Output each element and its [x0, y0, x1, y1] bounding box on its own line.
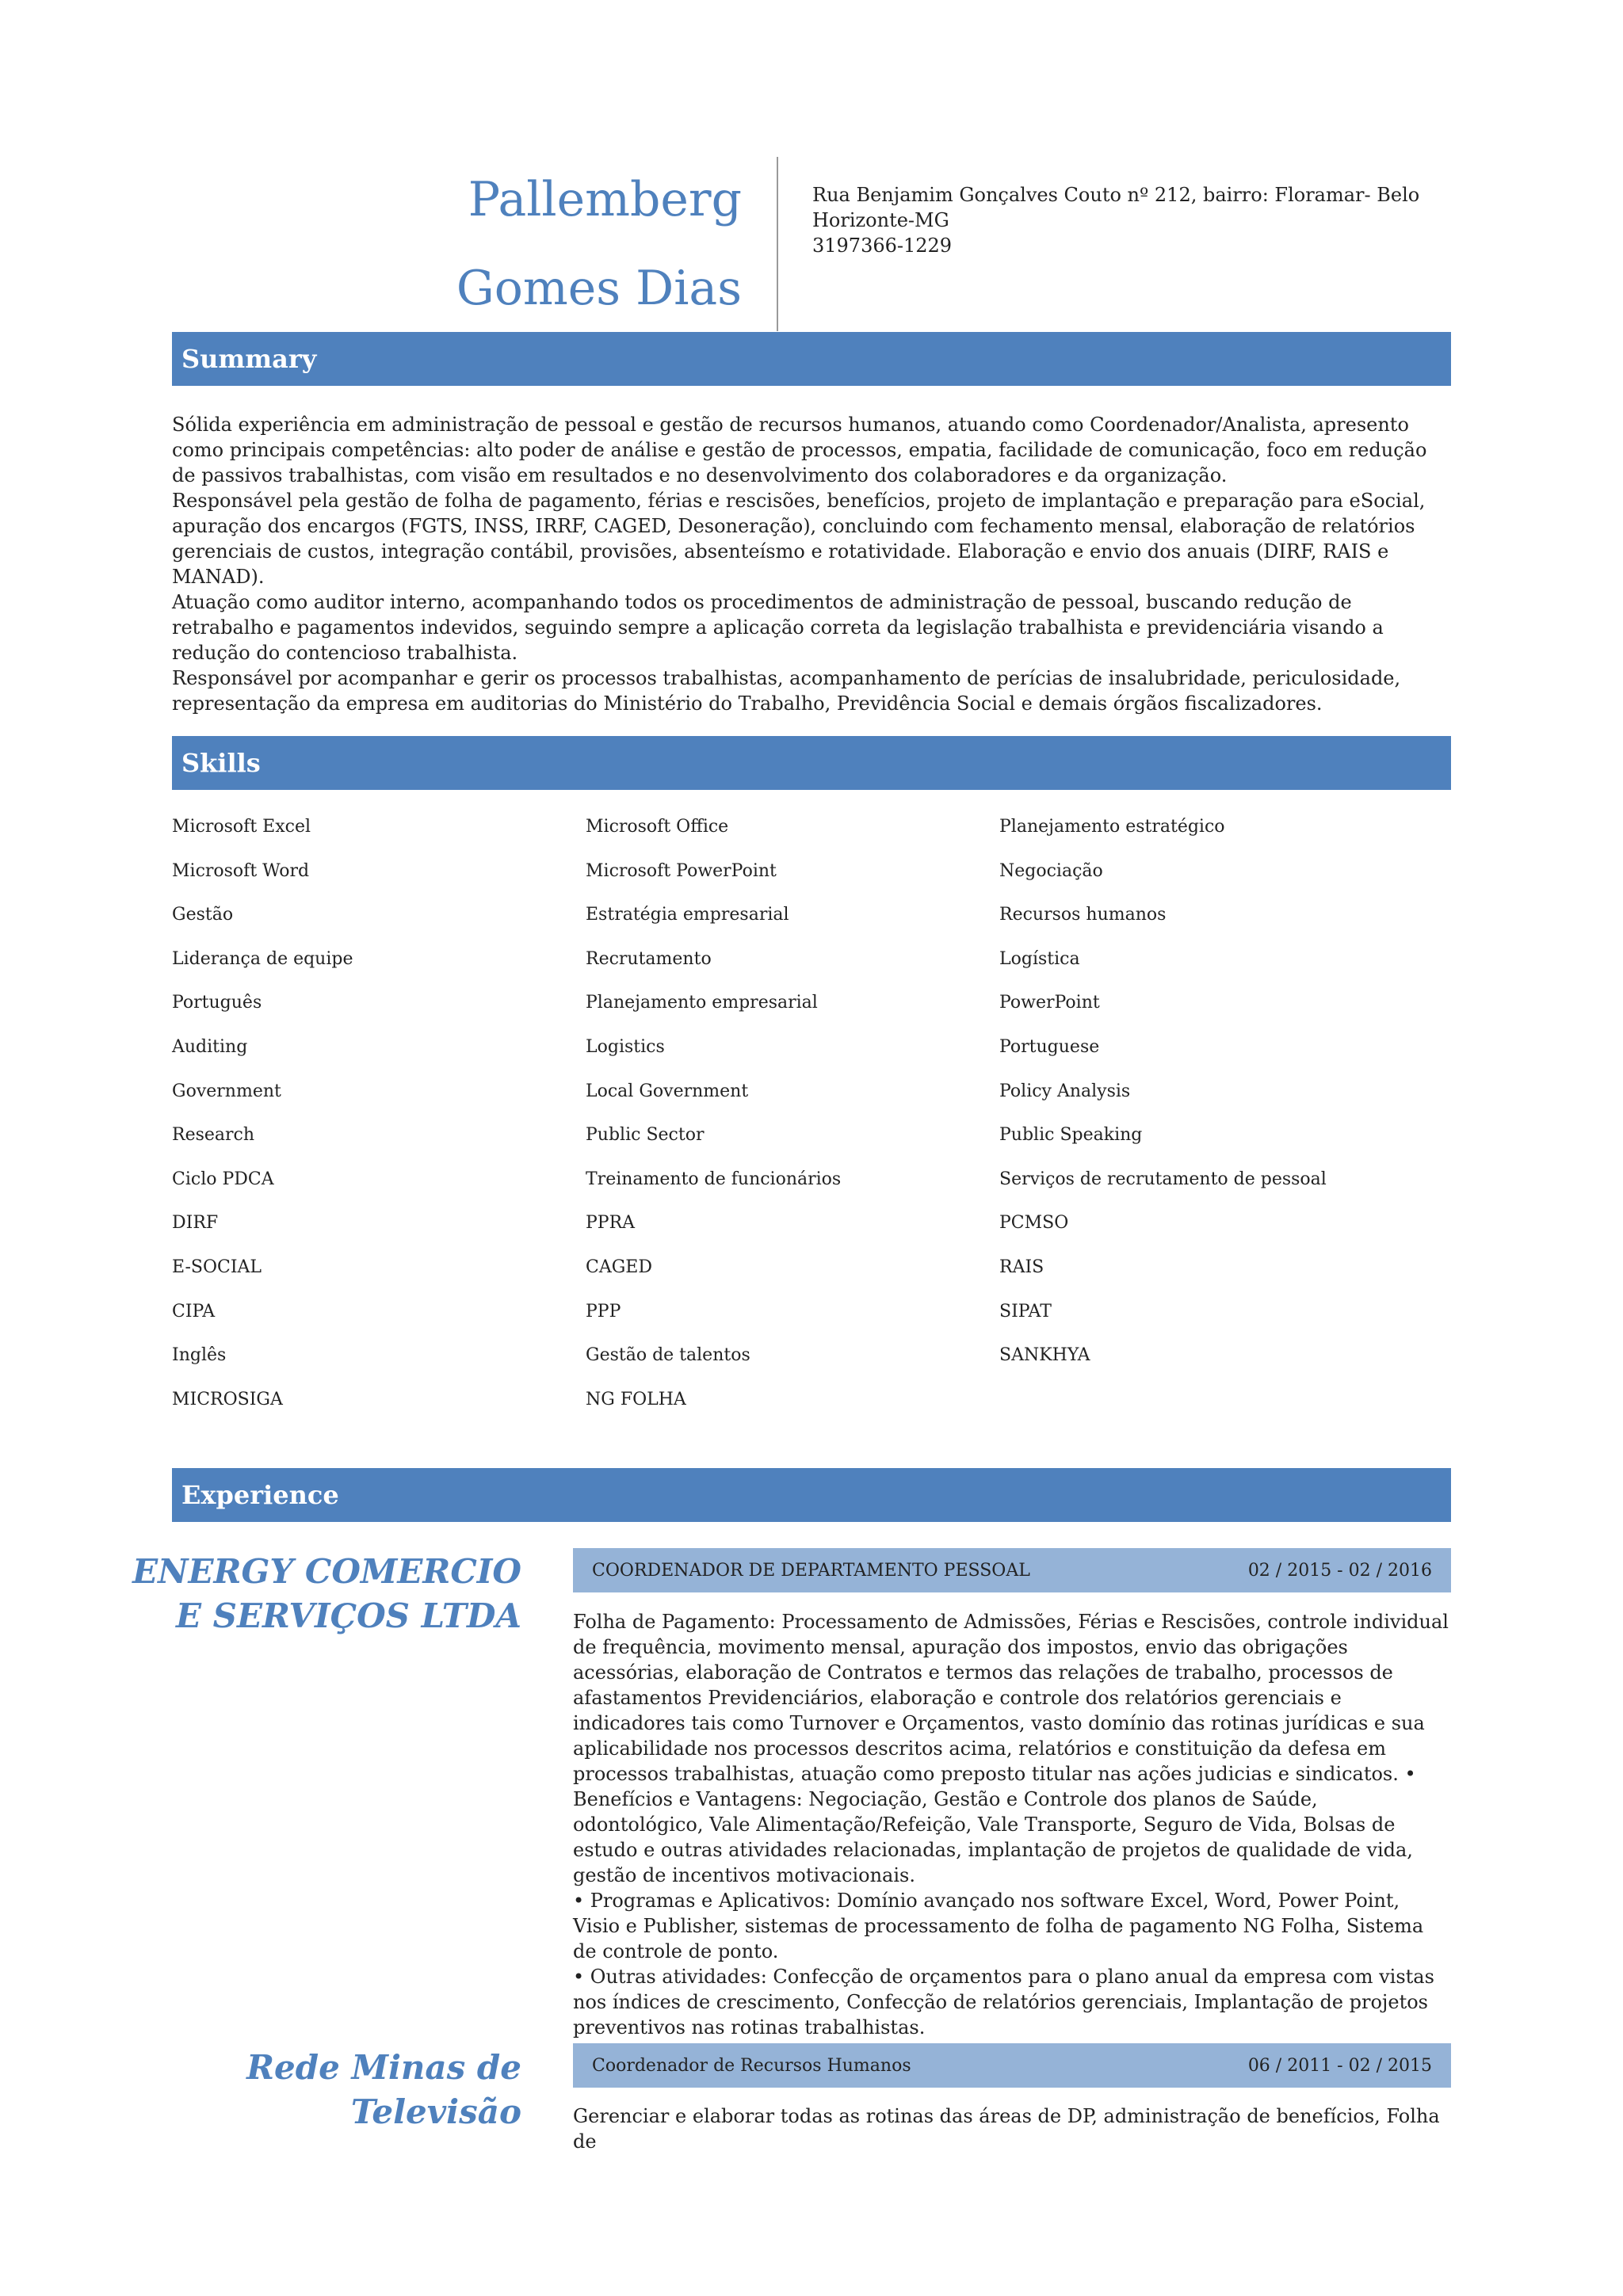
summary-paragraph: Atuação como auditor interno, acompanhando todos os procedimentos de administração de pessoal, buscando redução de retrabalho e pagamentos indevidos, seguindo sempre a aplicação correta da legislação trabalhista e previdenciária visando a redução do contencioso trabalhista.	[172, 591, 1384, 664]
summary-text	[172, 412, 1451, 716]
company-name	[246, 2046, 521, 2134]
job-dates: 06 / 2011 - 02 / 2015	[1247, 2055, 1432, 2076]
skill-item: CIPA	[172, 1302, 216, 1322]
skill-item: PPRA	[586, 1213, 636, 1233]
job-role: COORDENADOR DE DEPARTAMENTO PESSOAL	[592, 1560, 1030, 1581]
skill-item: Ciclo PDCA	[172, 1169, 274, 1189]
address-line-1: Rua Benjamim Gonçalves Couto nº 212, bairro: Floramar- Belo	[812, 184, 1420, 206]
skills-heading: Skills	[172, 736, 1451, 790]
skill-item: Recrutamento	[586, 949, 712, 969]
job-paragraph: • Programas e Aplicativos: Domínio avançado nos software Excel, Word, Power Point, Visio e Publisher, sistemas de processamento de folha de pagamento NG Folha, Sistema de controle de ponto.	[573, 1890, 1424, 1962]
skill-item: Serviços de recrutamento de pessoal	[999, 1169, 1327, 1189]
skill-item: Recursos humanos	[999, 905, 1167, 925]
summary-paragraph: Responsável pela gestão de folha de pagamento, férias e rescisões, benefícios, projeto de implantação e preparação para eSocial, apuração dos encargos (FGTS, INSS, IRRF, CAGED, Desoneração), concluindo com fechamento mensal, elaboração de relatórios gerenciais de custos, integração contábil, provisões, absenteísmo e rotatividade. Elaboração e envio dos anuais (DIRF, RAIS e MANAD).	[172, 490, 1426, 588]
job-role: Coordenador de Recursos Humanos	[592, 2055, 911, 2076]
job-paragraph: • Outras atividades: Confecção de orçamentos para o plano anual da empresa com vistas nos índices de crescimento, Confecção de relatórios gerenciais, Implantação de projetos preventivos nas rotinas trabalhistas.	[573, 1966, 1434, 2039]
job-dates: 02 / 2015 - 02 / 2016	[1247, 1560, 1432, 1581]
summary-paragraph: Responsável por acompanhar e gerir os processos trabalhistas, acompanhamento de perícias de insalubridade, periculosidade, representação da empresa em auditorias do Ministério do Trabalho, Previdência Social e demais órgãos fiscalizadores.	[172, 667, 1401, 715]
skill-item: Planejamento estratégico	[999, 817, 1225, 837]
header-divider	[777, 157, 778, 331]
skill-item: Microsoft Office	[586, 817, 729, 837]
skill-item: Gestão de talentos	[586, 1345, 750, 1365]
skill-item: Auditing	[172, 1037, 248, 1057]
experience-heading: Experience	[172, 1468, 1451, 1522]
skill-item: Microsoft Word	[172, 861, 310, 881]
skill-item: Treinamento de funcionários	[586, 1169, 842, 1189]
skill-item: Policy Analysis	[999, 1081, 1131, 1101]
skill-item: Planejamento empresarial	[586, 993, 818, 1013]
skill-item: Microsoft PowerPoint	[586, 861, 777, 881]
job-paragraph: Folha de Pagamento: Processamento de Admissões, Férias e Rescisões, controle individual de frequência, movimento mensal, apuração dos impostos, envio das obrigações acessórias, elaboração de Contratos e termos das relações de trabalho, processos de afastamentos Previdenciários, elaboração e controle dos relatórios gerenciais e indicadores tais como Turnover e Orçamentos, vasto domínio das rotinas jurídicas e sua aplicabilidade nos processos descritos acima, relatórios e constituição da defesa em processos trabalhistas, atuação como preposto titular nas ações judicias e sindicatos. • Benefícios e Vantagens: Negociação, Gestão e Controle dos planos de Saúde, odontológico, Vale Alimentação/Refeição, Vale Transporte, Seguro de Vida, Bolsas de estudo e outras atividades relacionadas, implantação de projetos de qualidade de vida, gestão de incentivos motivacionais.	[573, 1611, 1449, 1886]
first-name: Pallemberg	[468, 172, 742, 227]
skill-item: Logistics	[586, 1037, 665, 1057]
skill-item: SIPAT	[999, 1302, 1052, 1322]
skill-item: Microsoft Excel	[172, 817, 311, 837]
skill-item: Liderança de equipe	[172, 949, 353, 969]
company-name-line: E SERVIÇOS LTDA	[176, 1596, 521, 1635]
company-name-line: Televisão	[350, 2092, 521, 2131]
skill-item: Português	[172, 993, 262, 1013]
last-name: Gomes Dias	[456, 261, 742, 316]
job-description	[573, 2103, 1451, 2154]
skill-item: PCMSO	[999, 1213, 1069, 1233]
skill-item: Negociação	[999, 861, 1103, 881]
skill-item: MICROSIGA	[172, 1390, 283, 1409]
contact-info	[812, 182, 1420, 258]
job-title-bar	[573, 2043, 1451, 2088]
skill-item: Local Government	[586, 1081, 749, 1101]
skill-item: Gestão	[172, 905, 234, 925]
skill-item: RAIS	[999, 1257, 1044, 1277]
summary-paragraph: Sólida experiência em administração de pessoal e gestão de recursos humanos, atuando como Coordenador/Analista, apresento como principais competências: alto poder de análise e gestão de processos, empatia, facilidade de comunicação, foco em redução de passivos trabalhistas, com visão em resultados e no desenvolvimento dos colaboradores e da organização.	[172, 414, 1427, 486]
skill-item: E-SOCIAL	[172, 1257, 262, 1277]
job-description	[573, 1609, 1451, 2040]
skill-item: SANKHYA	[999, 1345, 1090, 1365]
skill-item: DIRF	[172, 1213, 219, 1233]
job-title-bar	[573, 1548, 1451, 1592]
skill-item: Inglês	[172, 1345, 227, 1365]
company-name-line: ENERGY COMERCIO	[132, 1552, 521, 1591]
skill-item: Logística	[999, 949, 1080, 969]
skill-item: Research	[172, 1125, 255, 1145]
skill-item: PPP	[586, 1302, 621, 1322]
skill-item: Estratégia empresarial	[586, 905, 789, 925]
job-paragraph: Gerenciar e elaborar todas as rotinas das áreas de DP, administração de benefícios, Folha de	[573, 2105, 1440, 2153]
skill-item: Public Speaking	[999, 1125, 1143, 1145]
skill-item: NG FOLHA	[586, 1390, 686, 1409]
company-name-line: Rede Minas de	[246, 2048, 521, 2087]
summary-heading: Summary	[172, 332, 1451, 386]
phone-number: 3197366-1229	[812, 235, 953, 257]
skill-item: PowerPoint	[999, 993, 1100, 1013]
skill-item: Portuguese	[999, 1037, 1100, 1057]
skill-item: Public Sector	[586, 1125, 705, 1145]
skill-item: Government	[172, 1081, 281, 1101]
skill-item: CAGED	[586, 1257, 652, 1277]
address-line-2: Horizonte-MG	[812, 209, 949, 231]
company-name	[132, 1550, 521, 1638]
